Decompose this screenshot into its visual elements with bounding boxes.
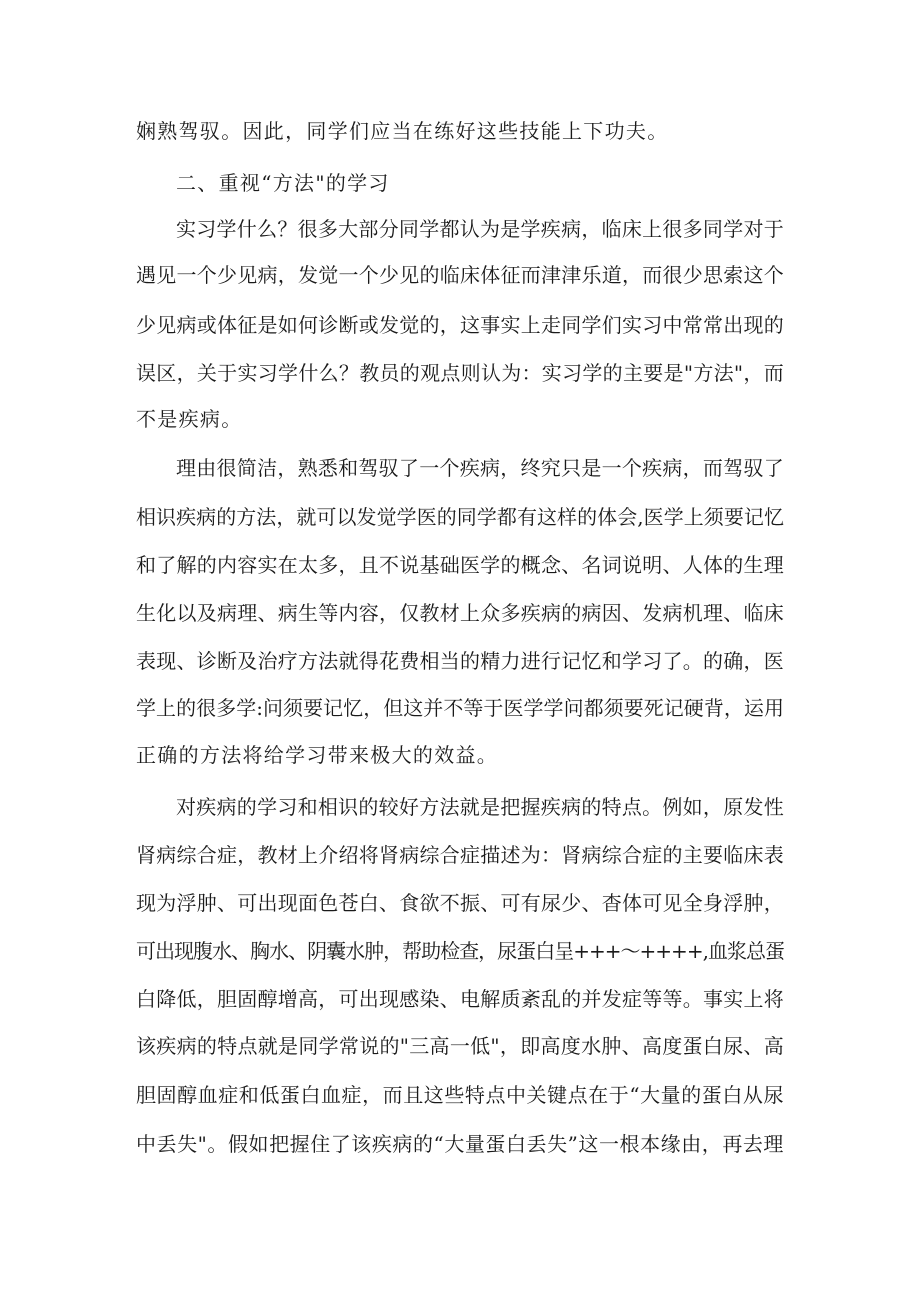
text-line: 该疾病的特点就是同学常说的"三高一低"，即高度水肿、高度蛋白尿、高 xyxy=(136,1034,784,1058)
text-line: 可出现腹水、胸水、阴囊水肿，帮助检查，尿蛋白呈+++～++++,血浆总蛋 xyxy=(136,939,784,963)
text-line: 少见病或体征是如何诊断或发觉的，这事实上走同学们实习中常常出现的 xyxy=(136,313,784,337)
text-line: 生化以及病理、病生等内容，仅教材上众多疾病的病因、发病机理、临床 xyxy=(136,601,784,625)
text-line: 和了解的内容实在太多，且不说基础医学的概念、名词说明、人体的生理 xyxy=(136,553,784,577)
text-line: 相识疾病的方法，就可以发觉学医的同学都有这样的体会,医学上须要记忆 xyxy=(136,505,784,529)
text-line: 正确的方法将给学习带来极大的效益。 xyxy=(136,743,499,767)
text-line: 娴熟驾驭。因此，同学们应当在练好这些技能上下功夫。 xyxy=(136,119,669,143)
text-line: 中丢失"。假如把握住了该疾病的“大量蛋白丢失”这一根本缘由，再去理 xyxy=(136,1132,784,1156)
text-line: 白降低，胆固醇增高，可出现感染、电解质紊乱的并发症等等。事实上将 xyxy=(136,987,784,1011)
text-line: 不是疾病。 xyxy=(136,407,243,431)
text-line: 误区，关于实习学什么？教员的观点则认为：实习学的主要是"方法"，而 xyxy=(136,361,784,385)
text-line: 肾病综合症，教材上介绍将肾病综合症描述为：肾病综合症的主要临床表 xyxy=(136,843,784,867)
section-heading: 二、重视“方法"的学习 xyxy=(176,171,390,195)
text-line: 现为浮肿、可出现面色苍白、食欲不振、可有尿少、杳体可见全身浮肿， xyxy=(136,891,784,915)
text-line: 理由很简洁，熟悉和驾驭了一个疾病，终究只是一个疾病，而驾驭了 xyxy=(176,456,784,480)
text-line: 学上的很多学:问须要记忆，但这并不等于医学学问都须要死记硬背，运用 xyxy=(136,696,784,720)
text-line: 实习学什么？很多大部分同学都认为是学疾病，临床上很多同学对于 xyxy=(176,217,784,241)
text-line: 胆固醇血症和低蛋白血症，而且这些特点中关键点在于“大量的蛋白从尿 xyxy=(136,1083,784,1107)
text-line: 对疾病的学习和相识的较好方法就是把握疾病的特点。例如，原发性 xyxy=(176,795,784,819)
text-line: 遇见一个少见病，发觉一个少见的临床体征而津津乐道，而很少思索这个 xyxy=(136,263,784,287)
text-line: 表现、诊断及治疗方法就得花费相当的精力进行记忆和学习了。的确，医 xyxy=(136,649,784,673)
